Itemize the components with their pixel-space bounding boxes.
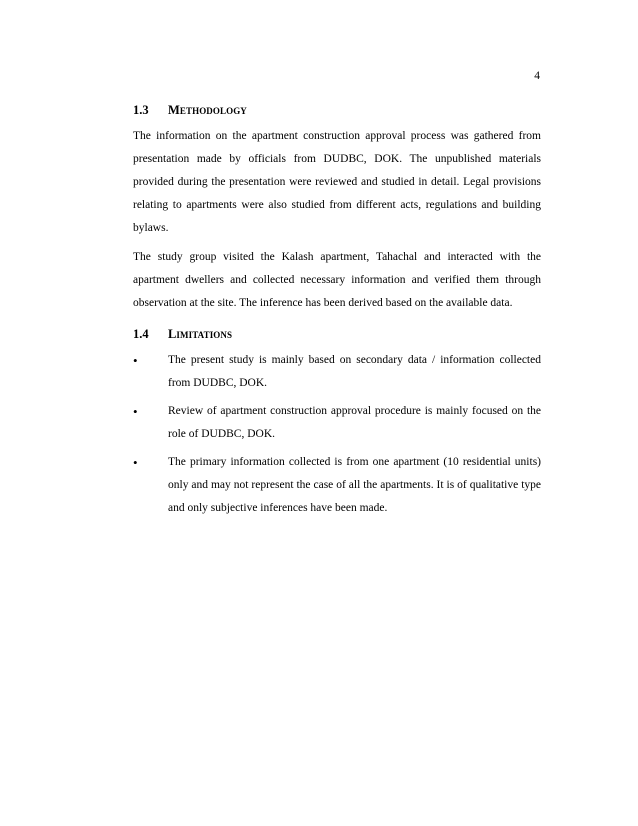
section-heading-methodology (133, 103, 541, 118)
list-item (133, 400, 541, 446)
section-number: 1.4 (133, 327, 149, 341)
list-item-text: The present study is mainly based on secondary data / information collected from DUDBC, DOK. (168, 354, 541, 389)
section-number: 1.3 (133, 103, 149, 117)
limitations-list (133, 349, 541, 520)
list-item (133, 451, 541, 520)
section-heading-limitations (133, 327, 541, 342)
list-item-text: The primary information collected is from one apartment (10 residential units) only and may not represent the case of all the apartments. It is of qualitative type and only subjective inferences have been made. (168, 456, 541, 514)
methodology-paragraph: The information on the apartment construction approval process was gathered from presentation made by officials from DUDBC, DOK. The unpublished materials provided during the presentation were reviewed and studied in detail. Legal provisions relating to apartments were also studied from different acts, regulations and building bylaws. (133, 130, 541, 234)
section-title: Limitations (168, 327, 233, 341)
list-item-text: Review of apartment construction approval procedure is mainly focused on the role of DUDBC, DOK. (168, 405, 541, 440)
section-title: Methodology (168, 103, 247, 117)
methodology-paragraph: The study group visited the Kalash apartment, Tahachal and interacted with the apartment dwellers and collected necessary information and verified them through observation at the site. The inference has been derived based on the available data. (133, 251, 541, 309)
list-item (133, 349, 541, 395)
page-number: 4 (534, 70, 540, 82)
bullet-icon: • (133, 404, 138, 419)
bullet-icon: • (133, 353, 138, 368)
bullet-icon: • (133, 455, 138, 470)
page-content (133, 103, 541, 525)
